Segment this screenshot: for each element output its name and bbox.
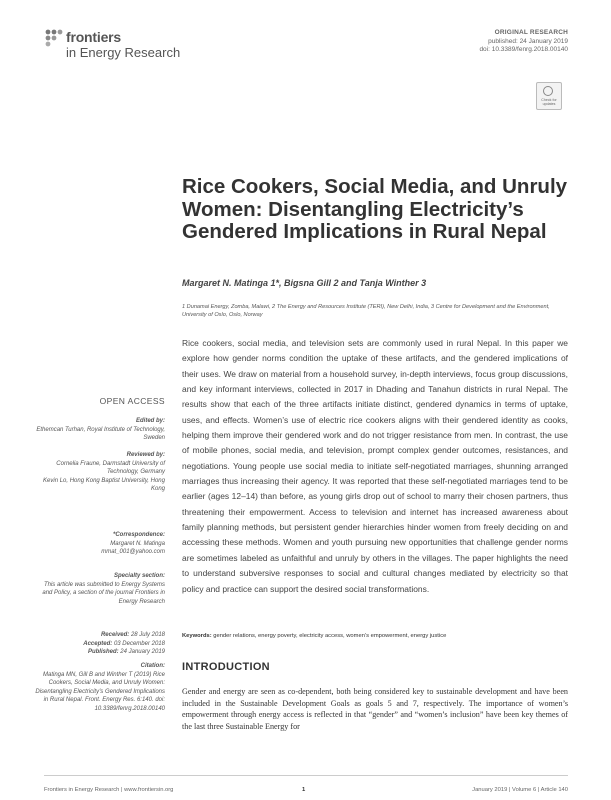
introduction-text: Gender and energy are seen as co-dependent, both being considered key to sustainable development and have been included in the Sustainable Development Goals as goals 5 and 7, respectively. The importance of women’s empowerment through energy access is reflected in that “gender” and “women’s inclusion” have been key themes of the last three Sustainable Energy for <box>182 687 568 731</box>
author-list[interactable]: Margaret N. Matinga 1*, Bigsna Gill 2 and Tanja Winther 3 <box>182 278 427 288</box>
footer-journal-link[interactable]: Frontiers in Energy Research | www.frontiersin.org <box>44 787 174 793</box>
keywords <box>182 633 446 639</box>
keywords-list: gender relations, energy poverty, electricity access, women’s empowerment, energy justice <box>213 633 447 639</box>
update-check-icon <box>543 86 553 96</box>
reviewed-by-block <box>35 451 165 494</box>
edited-by-block <box>35 417 165 443</box>
correspondence-label: *Correspondence: <box>112 532 165 538</box>
frontiers-logo-icon <box>44 28 64 48</box>
citation-label: Citation: <box>140 663 165 669</box>
published-date-side: 24 January 2019 <box>120 649 165 655</box>
received-label: Received: <box>100 632 130 638</box>
doi-link[interactable]: doi: 10.3389/fenrg.2018.00140 <box>479 46 568 53</box>
dates-block <box>35 631 165 657</box>
accepted-label: Accepted: <box>83 640 113 647</box>
article-meta <box>479 29 568 55</box>
specialty-label: Specialty section: <box>113 573 165 579</box>
reviewed-by-label: Reviewed by: <box>126 452 165 458</box>
article-title: Rice Cookers, Social Media, and Unruly Women: Disentangling Electricity’s Gendered Implications in Rural Nepal <box>182 175 568 243</box>
badge-label: Check for updates <box>541 98 557 106</box>
published-date: published: 24 January 2019 <box>488 37 568 45</box>
article-type: ORIGINAL RESEARCH <box>494 29 568 36</box>
correspondence-block <box>35 531 165 557</box>
editor-info: Ethemcan Turhan, Royal Institute of Technology, Sweden <box>36 426 165 441</box>
journal-logo[interactable] <box>44 26 234 66</box>
specialty-text: This article was submitted to Energy Systems and Policy, a section of the journal Frontiers in Energy Research <box>42 581 165 605</box>
reviewer-2: Kevin Lo, Hong Kong Baptist University, Hong Kong <box>43 477 165 492</box>
reviewer-1: Cornelia Fraune, Darmstadt University of Technology, Germany <box>56 460 165 475</box>
section-heading-introduction: INTRODUCTION <box>182 661 270 673</box>
accepted-date: 03 December 2018 <box>113 640 165 647</box>
citation-text: Matinga MN, Gill B and Winther T (2019) Rice Cookers, Social Media, and Unruly Women: Disentangling Electricity’s Gendered Implications in Rural Nepal. Front. Energy Res. 6:140. doi: 10.3389/fenrg.2018.00140 <box>35 671 165 712</box>
brand-name: frontiers <box>66 29 121 45</box>
specialty-section-block <box>35 572 165 606</box>
check-for-updates-badge[interactable] <box>536 82 562 110</box>
footer-issue-info: January 2019 | Volume 6 | Article 140 <box>472 787 568 793</box>
footer-divider <box>44 775 568 776</box>
page-number: 1 <box>302 787 306 793</box>
edited-by-label: Edited by: <box>135 418 165 424</box>
correspondence-email[interactable]: mmat_001@yahoo.com <box>101 549 165 555</box>
journal-name: in Energy Research <box>66 45 181 60</box>
published-label: Published: <box>87 649 119 655</box>
abstract: Rice cookers, social media, and television sets are commonly used in rural Nepal. In this paper we explore how gender norms condition the uptake of these artifacts, and the gendered implications of their uses. We draw on material from a household survey, in-depth interviews, focus group discussions, and key informant interviews, collected in 2017 in Dhading and Tanahun districts in rural Nepal. The results show that each of the three artifacts initiate distinct, gendered dynamics in terms of uptake, uses, and effects. Women’s use of electric rice cookers aligns with their gendered identity as cooks, helping them improve their gendered work and do not trigger resistance from men. In contrast, the use of mobile phones, social media, and television, prompt complex gender outcomes, resistances, and negotiations. Young people use social media to initiate self-negotiated marriages, shunning arranged marriages thus increasing their agency. It was reported that these self-negotiated marriages tend to be earlier (ages 12–14) than before, as young girls drop out of school to marry their chosen partners, thus threatening their empowerment. Access to television and internet has increased awareness about family planning methods, but persistent gender hierarchies hinder women from freely deciding on and accessing these methods. Women and youth pursuing new opportunities that challenge gender norms are sometimes labeled as unfaithful and unruly by others in the villages. The paper highlights the need to understand subversive responses to social and cultural changes mediated by electricity so that policy and practice can support the desired social transformations. <box>182 338 568 594</box>
keywords-label: Keywords: <box>182 633 212 639</box>
received-date: 28 July 2018 <box>130 632 165 638</box>
correspondence-name: Margaret N. Matinga <box>110 540 165 547</box>
open-access-label: OPEN ACCESS <box>99 396 165 406</box>
citation-block <box>35 662 165 713</box>
affiliations: 1 Dunamai Energy, Zomba, Malawi, 2 The Energy and Resources Institute (TERI), New Delhi, India, 3 Centre for Development and the Environment, University of Oslo, Oslo, Norway <box>182 304 550 318</box>
